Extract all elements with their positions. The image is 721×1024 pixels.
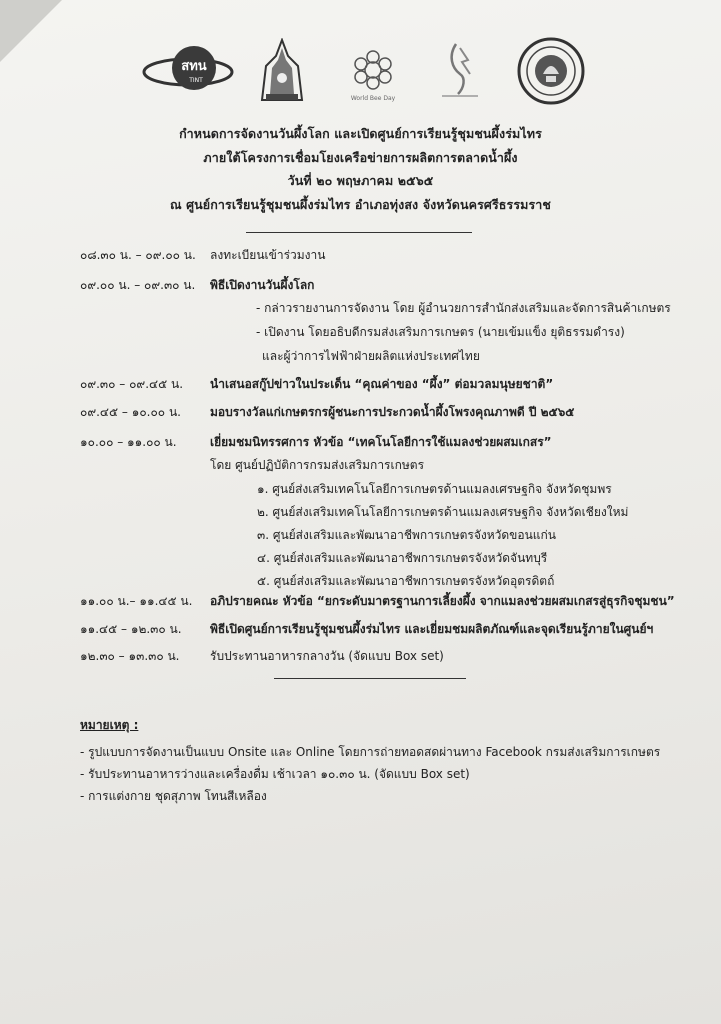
tnt-logo-text: สทน (181, 59, 207, 74)
title-line-3: วันที่ ๒๐ พฤษภาคม ๒๕๖๕ (287, 173, 434, 188)
exhibition-center: ๓. ศูนย์ส่งเสริมและพัฒนาอาชีพการเกษตรจังหวัดขอนแก่น (257, 528, 556, 542)
notes-title: หมายเหตุ : (80, 718, 139, 732)
schedule-divider (274, 678, 466, 679)
schedule-activity: นำเสนอสกู๊ปข่าวในประเด็น “คุณค่าของ “ผึ้ง” ต่อมวลมนุษยชาติ” (210, 377, 554, 391)
title-line-2: ภายใต้โครงการเชื่อมโยงเครือข่ายการผลิตการตลาดน้ำผึ้ง (203, 149, 518, 165)
crest-logo (258, 38, 306, 108)
world-bee-day-logo (338, 40, 408, 106)
opening-detail: และผู้ว่าการไฟฟ้าฝ่ายผลิตแห่งประเทศไทย (262, 349, 480, 363)
doae-seal-logo (516, 36, 586, 110)
schedule-time: ๐๙.๓๐ – ๐๙.๔๕ น. (80, 377, 184, 391)
schedule-time: ๐๙.๔๕ – ๑๐.๐๐ น. (80, 405, 181, 419)
tnt-logo (140, 40, 236, 104)
exhibition-center: ๕. ศูนย์ส่งเสริมและพัฒนาอาชีพการเกษตรจังหวัดอุตรดิตถ์ (257, 574, 555, 588)
title-line-1: กำหนดการจัดงานวันผึ้งโลก และเปิดศูนย์การเรียนรู้ชุมชนผึ้งร่มไทร (179, 126, 542, 141)
note-item: - รูปแบบการจัดงานเป็นแบบ Onsite และ Online โดยการถ่ายทอดสดผ่านทาง Facebook กรมส่งเสริมการเกษตร (80, 745, 661, 759)
document-header (0, 122, 721, 216)
schedule-activity: พิธีเปิดงานวันผึ้งโลก (210, 278, 315, 292)
schedule-time: ๑๑.๔๕ – ๑๒.๓๐ น. (80, 622, 182, 636)
schedule-time: ๐๘.๓๐ น. – ๐๙.๐๐ น. (80, 248, 196, 262)
schedule-activity: เยี่ยมชมนิทรรศการ หัวข้อ “เทคโนโลยีการใช้แมลงช่วยผสมเกสร” (210, 435, 552, 449)
schedule-time: ๑๒.๓๐ – ๑๓.๓๐ น. (80, 649, 180, 663)
exhibition-center: ๒. ศูนย์ส่งเสริมเทคโนโลยีการเกษตรด้านแมลงเศรษฐกิจ จังหวัดเชียงใหม่ (257, 505, 629, 519)
notes-section (80, 716, 660, 807)
logo-strip (140, 38, 590, 108)
note-item: - การแต่งกาย ชุดสุภาพ โทนสีเหลือง (80, 789, 267, 803)
schedule-activity: ลงทะเบียนเข้าร่วมงาน (210, 248, 326, 262)
tnt-logo-sub: TINT (189, 77, 203, 84)
schedule-activity: อภิปรายคณะ หัวข้อ “ยกระดับมาตรฐานการเลี้ยงผึ้ง จากแมลงช่วยผสมเกสรสู่ธุรกิจชุมชน” (210, 594, 675, 608)
opening-detail: - กล่าวรายงานการจัดงาน โดย ผู้อำนวยการสำนักส่งเสริมและจัดการสินค้าเกษตร (256, 301, 671, 315)
title-line-4: ณ ศูนย์การเรียนรู้ชุมชนผึ้งร่มไทร อำเภอทุ่งสง จังหวัดนครศรีธรรมราช (169, 196, 551, 212)
world-bee-day-text: World Bee Day (350, 95, 396, 102)
exhibition-by: โดย ศูนย์ปฏิบัติการกรมส่งเสริมการเกษตร (210, 458, 425, 472)
schedule-activity: พิธีเปิดศูนย์การเรียนรู้ชุมชนผึ้งร่มไทร และเยี่ยมชมผลิตภัณฑ์และจุดเรียนรู้ภายในศูนย์ฯ (210, 622, 654, 636)
opening-detail: - เปิดงาน โดยอธิบดีกรมส่งเสริมการเกษตร (นายเข้มแข็ง ยุติธรรมดำรง) (256, 325, 625, 339)
schedule-activity: มอบรางวัลแก่เกษตรกรผู้ชนะการประกวดน้ำผึ้งโพรงคุณภาพดี ปี ๒๕๖๕ (210, 405, 575, 419)
schedule-time: ๑๐.๐๐ – ๑๑.๐๐ น. (80, 435, 177, 449)
exhibition-center: ๑. ศูนย์ส่งเสริมเทคโนโลยีการเกษตรด้านแมลงเศรษฐกิจ จังหวัดชุมพร (257, 482, 612, 496)
agency-logo (430, 38, 490, 104)
schedule-time: ๑๑.๐๐ น.– ๑๑.๔๕ น. (80, 594, 193, 608)
exhibition-center: ๔. ศูนย์ส่งเสริมและพัฒนาอาชีพการเกษตรจังหวัดจันทบุรี (257, 551, 548, 565)
header-divider (246, 232, 472, 233)
folded-corner (0, 0, 62, 62)
schedule-activity: รับประทานอาหารกลางวัน (จัดแบบ Box set) (210, 649, 444, 663)
note-item: - รับประทานอาหารว่างและเครื่องดื่ม เช้าเวลา ๑๐.๓๐ น. (จัดแบบ Box set) (80, 767, 470, 781)
schedule-time: ๐๙.๐๐ น. – ๐๙.๓๐ น. (80, 278, 196, 292)
